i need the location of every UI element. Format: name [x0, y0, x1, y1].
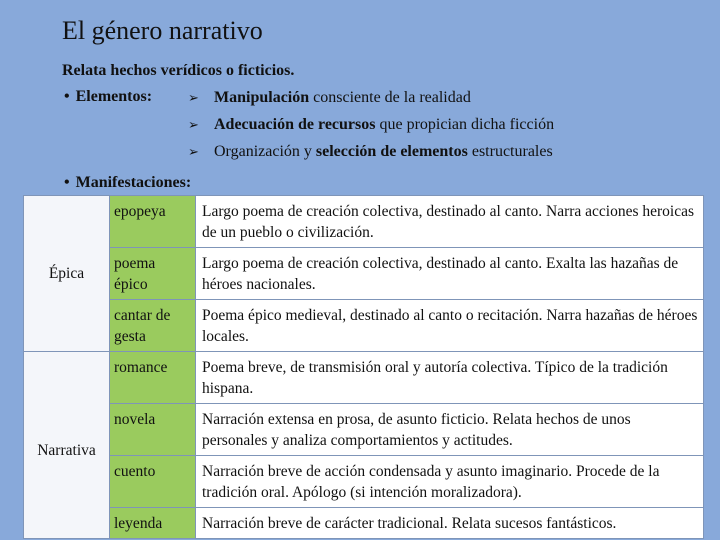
table-row — [24, 300, 704, 352]
elementos-item-bold: Manipulación — [214, 89, 310, 106]
page-title: El género narrativo — [62, 16, 263, 45]
description-cell: Narración breve de carácter tradicional. Relata sucesos fantásticos. — [196, 508, 704, 539]
category-label: Épica — [48, 265, 85, 282]
subtype-cell: cuento — [110, 456, 196, 508]
table-row — [24, 508, 704, 539]
elementos-item — [188, 88, 554, 115]
arrow-bullet-icon: ➢ — [188, 145, 199, 160]
description-cell: Poema épico medieval, destinado al canto o recitación. Narra hazañas de héroes locales. — [196, 300, 704, 352]
table-row — [24, 196, 704, 248]
description-cell: Narración extensa en prosa, de asunto ficticio. Relata hechos de unos personales y analiza comportamientos y actitudes. — [196, 404, 704, 456]
manifestaciones-heading — [64, 174, 191, 192]
description-cell: Poema breve, de transmisión oral y autoría colectiva. Típico de la tradición hispana. — [196, 352, 704, 404]
arrow-bullet-icon: ➢ — [188, 91, 199, 106]
table-row — [24, 404, 704, 456]
subtype-cell: epopeya — [110, 196, 196, 248]
elementos-item — [188, 115, 554, 142]
elementos-item-pre: Organización y — [214, 143, 316, 160]
elementos-item — [188, 142, 554, 169]
manifestaciones-table — [23, 195, 704, 539]
subtype-cell: cantar de gesta — [110, 300, 196, 352]
subtype-cell: poema épico — [110, 248, 196, 300]
description-cell: Largo poema de creación colectiva, destinado al canto. Exalta las hazañas de héroes nacionales. — [196, 248, 704, 300]
subtype-cell: leyenda — [110, 508, 196, 539]
bullet-dot-icon: • — [64, 174, 70, 191]
category-cell-epica — [24, 196, 110, 352]
elementos-heading — [64, 88, 152, 106]
table-row — [24, 456, 704, 508]
elementos-label: Elementos: — [75, 88, 153, 105]
elementos-item-text: consciente de la realidad — [309, 89, 471, 106]
category-cell-narrativa — [24, 352, 110, 539]
subtitle: Relata hechos verídicos o ficticios. — [62, 62, 295, 79]
arrow-bullet-icon: ➢ — [188, 118, 199, 133]
description-cell: Narración breve de acción condensada y asunto imaginario. Procede de la tradición oral. Apólogo (si intención moralizadora). — [196, 456, 704, 508]
subtype-cell: novela — [110, 404, 196, 456]
table-row — [24, 352, 704, 404]
table-row — [24, 248, 704, 300]
category-label: Narrativa — [37, 441, 96, 459]
elementos-item-bold: selección de elementos — [315, 143, 468, 160]
elementos-item-text: que propician dicha ficción — [375, 116, 555, 133]
elementos-list — [188, 88, 554, 169]
elementos-item-text: estructurales — [467, 143, 553, 160]
subtype-cell: romance — [110, 352, 196, 404]
bullet-dot-icon: • — [64, 88, 70, 105]
description-cell: Largo poema de creación colectiva, destinado al canto. Narra acciones heroicas de un pueblo o civilización. — [196, 196, 704, 248]
elementos-item-bold: Adecuación de recursos — [214, 116, 376, 133]
manifestaciones-label: Manifestaciones: — [75, 174, 192, 191]
